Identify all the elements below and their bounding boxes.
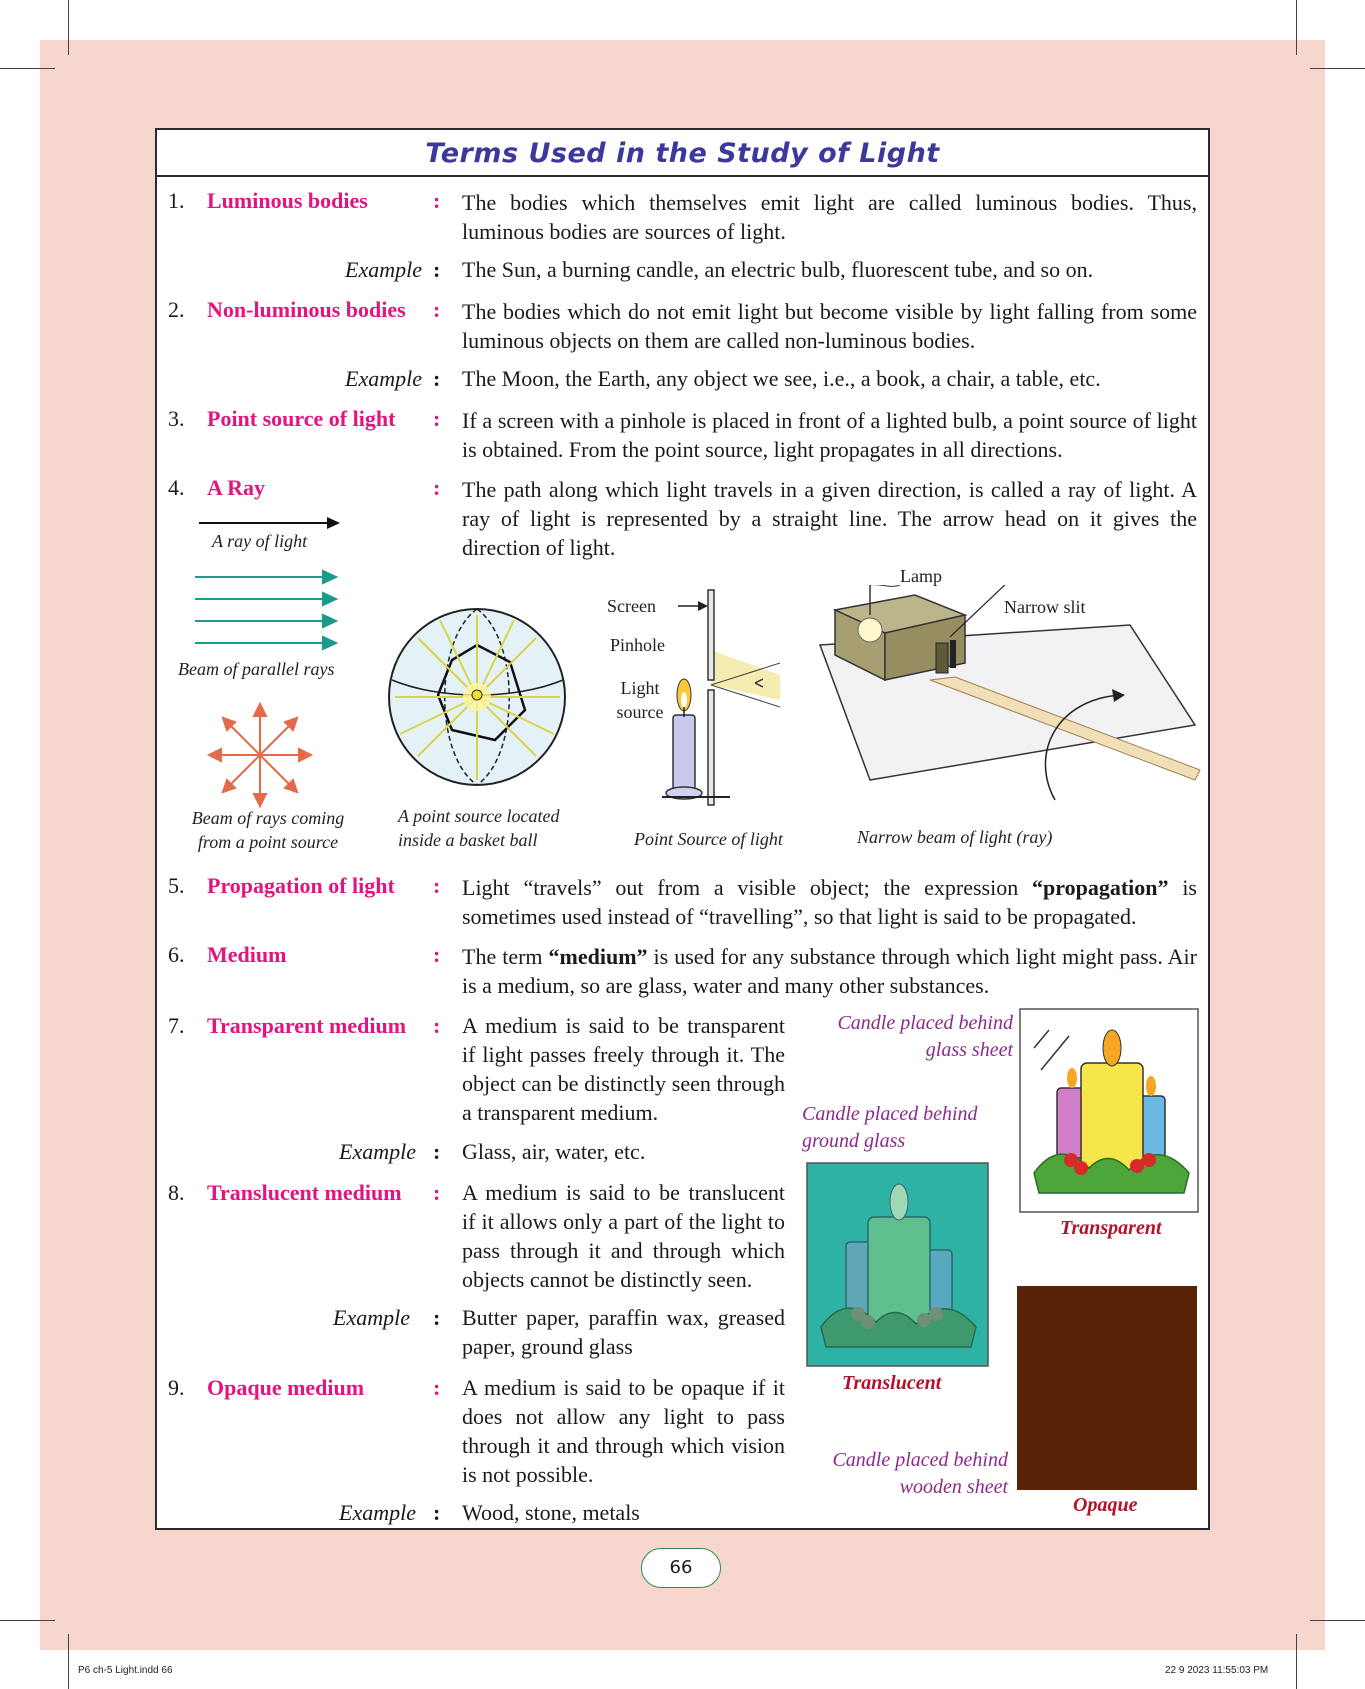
example-colon: :: [433, 1500, 441, 1525]
example-translucent: Butter paper, paraffin wax, greased paper, ground glass: [462, 1305, 785, 1359]
term-non-luminous-bodies: Non-luminous bodies: [207, 297, 406, 322]
translucent-candle-image: [806, 1162, 989, 1367]
term-a-ray: A Ray: [207, 475, 266, 500]
term-transparent-medium: Transparent medium: [207, 1013, 407, 1038]
definition-text: Light “travels” out from a visible object; the expression: [462, 875, 1033, 900]
ground-glass-caption: Candle placed behind ground glass: [802, 1103, 978, 1152]
term-colon: :: [433, 1375, 441, 1400]
slug-timestamp: 22 9 2023 11:55:03 PM: [1165, 1665, 1269, 1676]
parallel-beam-figure: [193, 568, 343, 668]
term-opaque-medium: Opaque medium: [207, 1375, 365, 1400]
opaque-wooden-sheet-image: [1017, 1286, 1197, 1490]
example-label: Example: [345, 257, 422, 282]
crop-mark: [68, 1634, 69, 1689]
term-number: 7.: [168, 1013, 185, 1038]
opaque-label: Opaque: [1073, 1494, 1138, 1516]
example-label: Example: [339, 1500, 416, 1525]
term-colon: :: [433, 1180, 441, 1205]
light-source-label: Light source: [616, 678, 664, 722]
definition-text: is sometimes used instead of “travelling”, so that light is said to be propagated.: [462, 875, 1197, 929]
example-opaque: Wood, stone, metals: [462, 1500, 640, 1525]
title-bar: [157, 130, 1208, 177]
term-colon: :: [433, 297, 441, 322]
example-colon: :: [433, 366, 441, 391]
example-colon: :: [433, 1305, 441, 1330]
definition-emphasis: “medium”: [548, 944, 648, 969]
definition-propagation: [462, 873, 1197, 931]
transparent-candle-image: [1019, 1008, 1199, 1213]
example-label: Example: [345, 366, 422, 391]
example-colon: :: [433, 257, 441, 282]
term-luminous-bodies: Luminous bodies: [207, 188, 368, 213]
term-medium: Medium: [207, 942, 287, 967]
example-transparent: Glass, air, water, etc.: [462, 1139, 646, 1164]
term-colon: :: [433, 475, 441, 500]
example-colon: :: [433, 1139, 441, 1164]
definition-opaque: A medium is said to be opaque if it does not allow any light to pass through it and through which vision is not possible.: [462, 1375, 785, 1487]
slug-file-info: P6 ch-5 Light.indd 66: [78, 1665, 173, 1676]
definition-text: The term: [462, 944, 549, 969]
term-number: 2.: [168, 297, 185, 322]
term-number: 8.: [168, 1180, 185, 1205]
pinhole-label: Pinhole: [610, 635, 666, 655]
term-translucent-medium: Translucent medium: [207, 1180, 402, 1205]
definition-transparent: A medium is said to be transparent if light passes freely through it. The object can be distinctly seen through a transparent medium.: [462, 1013, 785, 1125]
glass-sheet-caption: Candle placed behind glass sheet: [837, 1012, 1013, 1061]
crop-mark: [1310, 1620, 1365, 1621]
basketball-caption: A point source located inside a basket ball: [398, 806, 560, 850]
wooden-sheet-caption: Candle placed behind wooden sheet: [832, 1449, 1008, 1498]
term-colon: :: [433, 406, 441, 431]
lamp-label: Lamp: [900, 566, 942, 586]
definition-translucent: A medium is said to be translucent if it allows only a part of the light to pass through it and through which objects cannot be distinctly seen.: [462, 1180, 785, 1292]
example-non-luminous: The Moon, the Earth, any object we see, i.e., a book, a chair, a table, etc.: [462, 366, 1101, 391]
term-colon: :: [433, 188, 441, 213]
definition-ray: The path along which light travels in a given direction, is called a ray of light. A ray of light is represented by a straight line. The arrow head on it gives the direction of light.: [462, 477, 1197, 560]
definition-non-luminous: The bodies which do not emit light but become visible by light falling from some luminous objects on them are called non-luminous bodies.: [462, 299, 1197, 353]
term-colon: :: [433, 873, 441, 898]
example-luminous: The Sun, a burning candle, an electric bulb, fluorescent tube, and so on.: [462, 257, 1094, 282]
point-beam-caption: Beam of rays coming from a point source: [191, 808, 345, 852]
definition-text: is used for any substance through which light might pass. Air is a medium, so are glass, water and many other substances.: [462, 944, 1197, 998]
term-number: 5.: [168, 873, 185, 898]
crop-mark: [0, 1620, 55, 1621]
term-number: 9.: [168, 1375, 185, 1400]
crop-mark: [68, 0, 69, 55]
lamp-slit-figure: [800, 585, 1205, 835]
point-beam-figure: [205, 700, 315, 810]
term-point-source: Point source of light: [207, 406, 396, 431]
point-source-caption: Point Source of light: [634, 829, 783, 849]
definition-luminous: The bodies which themselves emit light are called luminous bodies. Thus, luminous bodies are sources of light.: [462, 190, 1197, 244]
basketball-point-source-figure: [380, 600, 575, 795]
crop-mark: [1310, 68, 1365, 69]
term-number: 6.: [168, 942, 185, 967]
parallel-beam-caption: Beam of parallel rays: [178, 659, 335, 679]
crop-mark: [1296, 0, 1297, 55]
transparent-label: Transparent: [1060, 1217, 1162, 1239]
term-colon: :: [433, 942, 441, 967]
example-label: Example: [333, 1305, 410, 1330]
translucent-label: Translucent: [842, 1372, 942, 1394]
term-propagation: Propagation of light: [207, 873, 395, 898]
crop-mark: [1296, 1634, 1297, 1689]
term-number: 3.: [168, 406, 185, 431]
definition-medium: [462, 942, 1197, 1000]
pinhole-candle-figure: [650, 585, 785, 815]
screen-label: Screen: [607, 596, 656, 616]
narrow-slit-label: Narrow slit: [1004, 597, 1086, 617]
page-title: Terms Used in the Study of Light: [425, 138, 940, 169]
narrow-beam-caption: Narrow beam of light (ray): [857, 827, 1053, 847]
term-number: 4.: [168, 475, 185, 500]
example-label: Example: [339, 1139, 416, 1164]
definition-point-source: If a screen with a pinhole is placed in front of a lighted bulb, a point source of light is obtained. From the point source, light propagates in all directions.: [462, 408, 1197, 462]
term-number: 1.: [168, 188, 185, 213]
page-number: 66: [641, 1548, 721, 1588]
ray-caption: A ray of light: [212, 531, 308, 551]
term-colon: :: [433, 1013, 441, 1038]
definition-emphasis: “propagation”: [1032, 875, 1169, 900]
crop-mark: [0, 68, 55, 69]
